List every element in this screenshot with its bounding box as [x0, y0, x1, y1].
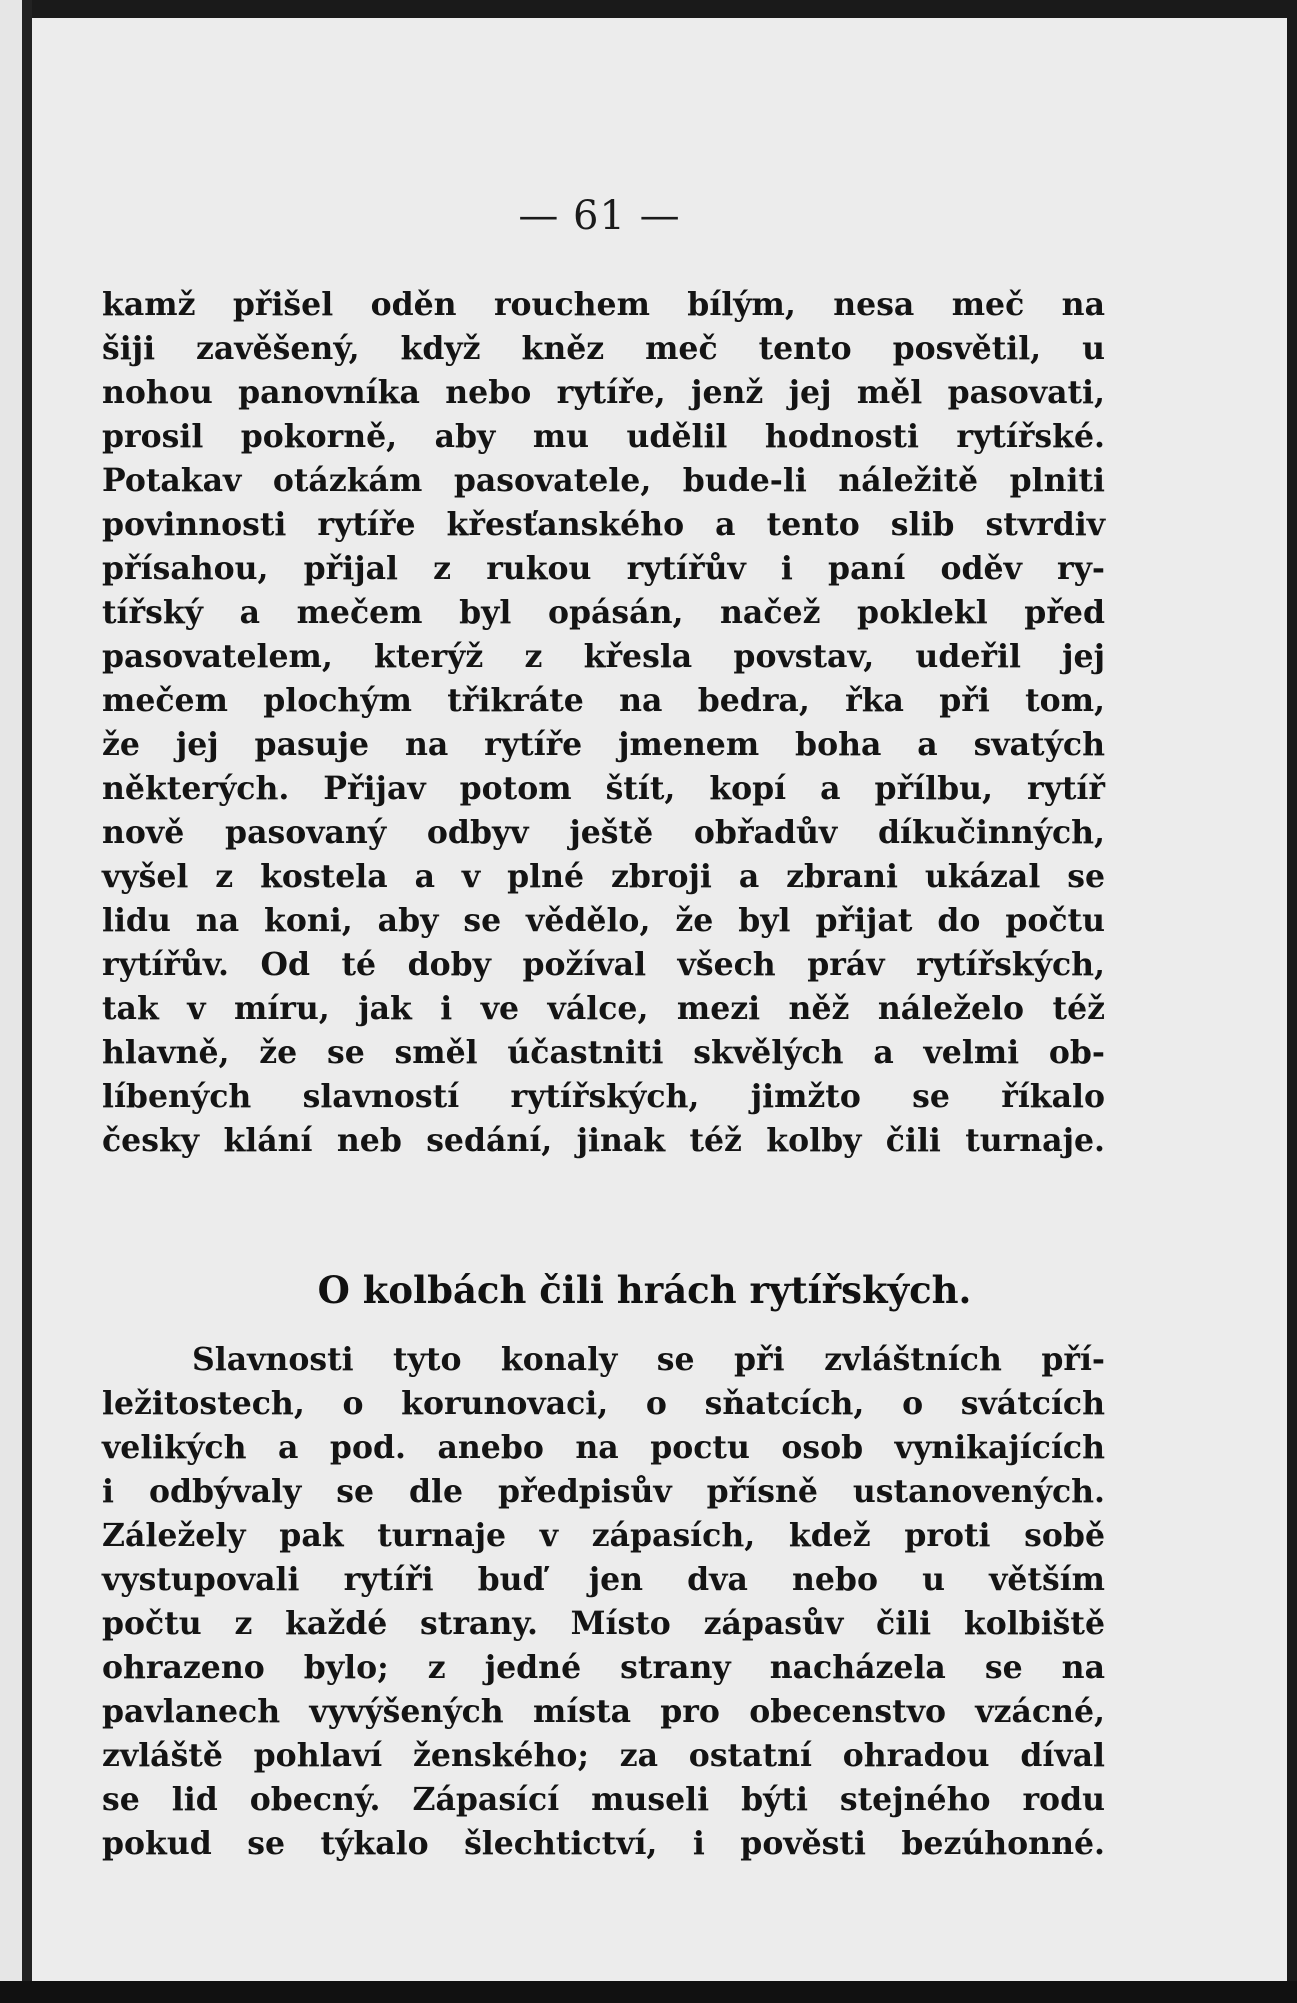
text-line: se lid obecný. Zápasící museli býti stejného rodu	[102, 1781, 1105, 1818]
text-line: některých. Přijav potom štít, kopí a přílbu, rytíř	[102, 770, 1105, 807]
text-line: pokud se týkalo šlechtictví, i pověsti bezúhonné.	[102, 1825, 1105, 1862]
text-line: velikých a pod. anebo na poctu osob vynikajících	[102, 1429, 1105, 1466]
text-line: ohrazeno bylo; z jedné strany nacházela se na	[102, 1649, 1105, 1686]
scan-bottom-edge	[0, 1981, 1297, 2003]
page-number: — 61 —	[518, 193, 681, 239]
paragraph-1	[102, 283, 1105, 1163]
book-page	[32, 18, 1287, 1983]
text-line: rytířův. Od té doby požíval všech práv rytířských,	[102, 946, 1105, 983]
paragraph-2	[102, 1338, 1105, 1866]
text-line: mečem plochým třikráte na bedra, řka při tom,	[102, 682, 1105, 719]
text-line: i odbývaly se dle předpisův přísně ustanovených.	[102, 1473, 1105, 1510]
text-line: ležitostech, o korunovaci, o sňatcích, o svátcích	[102, 1385, 1105, 1422]
text-line: že jej pasuje na rytíře jmenem boha a svatých	[102, 726, 1105, 763]
text-line: líbených slavností rytířských, jimžto se říkalo	[102, 1078, 1105, 1115]
text-line: počtu z každé strany. Místo zápasův čili kolbiště	[102, 1605, 1105, 1642]
text-line: přísahou, přijal z rukou rytířův i paní oděv ry-	[102, 550, 1105, 587]
text-line: kamž přišel oděn rouchem bílým, nesa meč na	[102, 286, 1105, 323]
text-line: Slavnosti tyto konaly se při zvláštních pří-	[192, 1341, 1105, 1378]
text-line: lidu na koni, aby se vědělo, že byl přijat do počtu	[102, 902, 1105, 939]
text-line: šiji zavěšený, když kněz meč tento posvětil, u	[102, 330, 1105, 367]
text-line: nově pasovaný odbyv ještě obřadův díkučinných,	[102, 814, 1105, 851]
text-line: zvláště pohlaví ženského; za ostatní ohradou díval	[102, 1737, 1105, 1774]
text-line: vyšel z kostela a v plné zbroji a zbrani ukázal se	[102, 858, 1105, 895]
book-spine-edge	[0, 0, 32, 2003]
text-line: povinnosti rytíře křesťanského a tento slib stvrdiv	[102, 506, 1105, 543]
text-line: pavlanech vyvýšených místa pro obecenstvo vzácné,	[102, 1693, 1105, 1730]
section-heading: O kolbách čili hrách rytířských.	[317, 1268, 972, 1312]
text-line: hlavně, že se směl účastniti skvělých a velmi ob-	[102, 1034, 1105, 1071]
text-line: pasovatelem, kterýž z křesla povstav, udeřil jej	[102, 638, 1105, 675]
text-line: nohou panovníka nebo rytíře, jenž jej měl pasovati,	[102, 374, 1105, 411]
text-line: prosil pokorně, aby mu udělil hodnosti rytířské.	[102, 418, 1105, 455]
text-line: Potakav otázkám pasovatele, bude-li náležitě plniti	[102, 462, 1105, 499]
text-line: Záležely pak turnaje v zápasích, kdež proti sobě	[102, 1517, 1105, 1554]
text-line: česky klání neb sedání, jinak též kolby čili turnaje.	[102, 1122, 1105, 1159]
text-line: tak v míru, jak i ve válce, mezi něž náleželo též	[102, 990, 1105, 1027]
text-line: vystupovali rytíři buď jen dva nebo u větším	[102, 1561, 1105, 1598]
text-line: tířský a mečem byl opásán, načež poklekl před	[102, 594, 1105, 631]
